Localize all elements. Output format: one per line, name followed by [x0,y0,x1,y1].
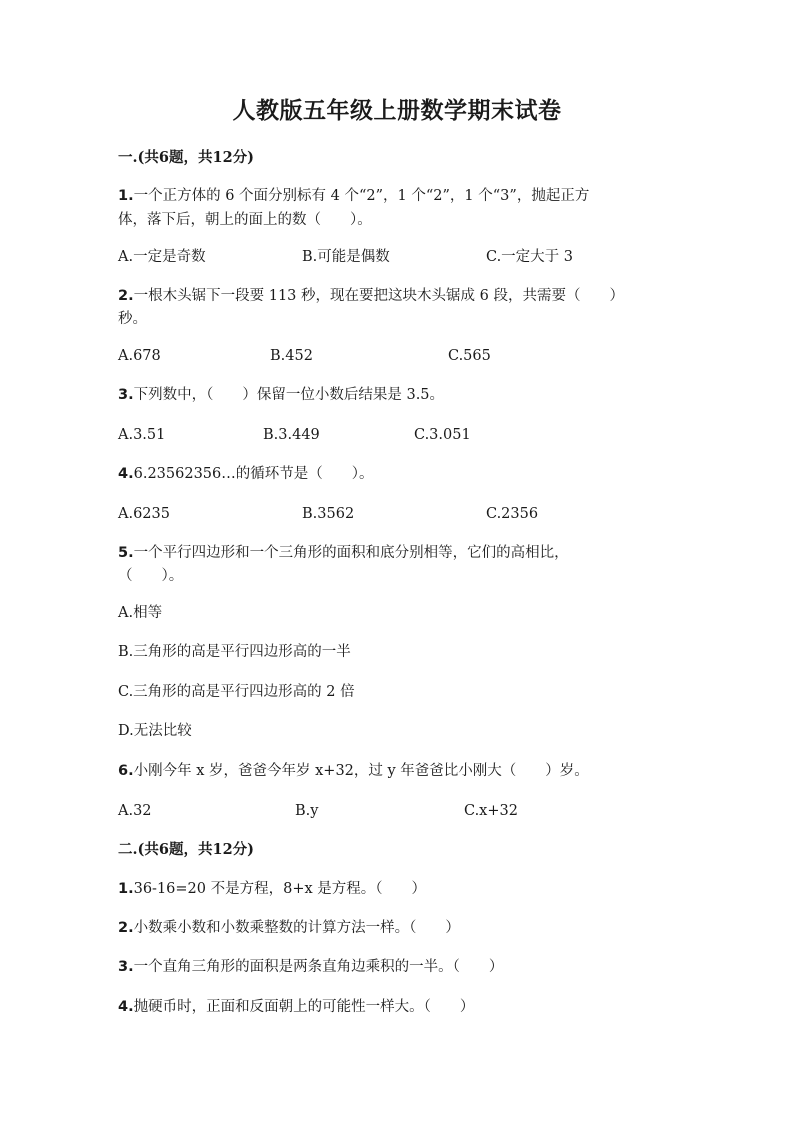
option-a: A.3.51 [118,427,166,443]
option-a: A.6235 [118,506,170,522]
question-text: 一根木头锯下一段要 113 秒，现在要把这块木头锯成 6 段，共需要（ ） [133,288,624,304]
question-number: 5. [118,545,134,561]
question-1-options [118,245,678,269]
question-number: 1. [118,188,134,204]
option-c: C.2356 [486,506,539,522]
question-1-line-1 [118,184,678,208]
question-text: 一个平行四边形和一个三角形的面积和底分别相等，它们的高相比， [133,545,569,561]
question-1-line-2: 体，落下后，朝上的面上的数（ ）。 [118,212,372,228]
option-c: C.565 [448,348,491,364]
section-heading-2: 二.(共6题，共12分) [118,841,255,858]
question-2-line-2: 秒。 [118,311,147,327]
question-number: 2. [118,920,134,936]
option-b: B.可能是偶数 [302,249,390,265]
question-3-options [118,423,678,447]
question-5-option-c: C.三角形的高是平行四边形高的 2 倍 [118,684,355,700]
question-text: 一个正方体的 6 个面分别标有 4 个“2”，1 个“2”，1 个“3”，抛起正方 [133,188,590,204]
question-text: 36-16=20 不是方程，8+x 是方程。（ ） [133,881,427,897]
question-5-option-d: D.无法比较 [118,723,192,739]
question-5-option-b: B.三角形的高是平行四边形高的一半 [118,644,351,660]
option-a: A.一定是奇数 [118,249,206,265]
question-2-line-1 [118,284,678,308]
option-c: C.一定大于 3 [486,249,574,265]
question-2-options [118,344,678,368]
question-number: 4. [118,999,134,1015]
question-text: 小刚今年 x 岁，爸爸今年岁 x+32，过 y 年爸爸比小刚大（ ）岁。 [133,763,589,779]
question-4-line-1 [118,462,678,486]
question-5-line-1 [118,541,678,565]
option-a: A.32 [118,803,152,819]
question-text: 小数乘小数和小数乘整数的计算方法一样。（ ） [133,920,460,936]
question-number: 6. [118,763,134,779]
question-number: 3. [118,387,134,403]
question-text: 下列数中，（ ）保留一位小数后结果是 3.5。 [133,387,445,403]
question-3-line-1 [118,383,678,407]
option-b: B.3562 [302,506,355,522]
option-c: C.3.051 [414,427,471,443]
judgment-4 [118,995,678,1019]
question-text: 6.23562356…的循环节是（ ）。 [133,466,374,482]
question-text: 一个直角三角形的面积是两条直角边乘积的一半。（ ） [133,959,504,975]
judgment-1 [118,877,678,901]
option-b: B.452 [270,348,313,364]
question-6-options [118,799,678,823]
section-heading-1: 一.(共6题，共12分) [118,149,255,166]
judgment-3 [118,955,678,979]
question-number: 4. [118,466,134,482]
option-b: B.y [295,803,319,819]
option-a: A.678 [118,348,161,364]
option-b: B.3.449 [263,427,320,443]
question-6-line-1 [118,759,678,783]
question-number: 1. [118,881,134,897]
question-number: 3. [118,959,134,975]
option-c: C.x+32 [464,803,518,819]
question-5-option-a: A.相等 [118,605,163,621]
question-text: 抛硬币时，正面和反面朝上的可能性一样大。（ ） [133,999,475,1015]
question-5-line-2: （ ）。 [118,568,184,584]
page-title: 人教版五年级上册数学期末试卷 [232,97,562,124]
judgment-2 [118,916,678,940]
question-number: 2. [118,288,134,304]
question-4-options [118,502,678,526]
